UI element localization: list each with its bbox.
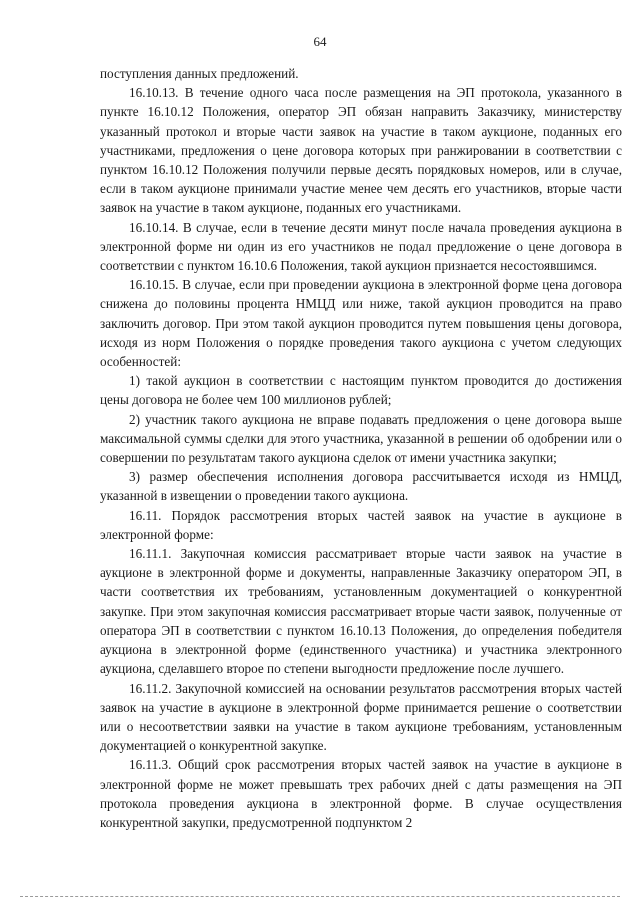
list-item-2: 2) участник такого аукциона не вправе подавать предложения о цене договора выше максимальной суммы сделки для этого участника, указанной в решении об одобрении или о совершении по результатам такого аукциона сделок от имени участника закупки; <box>100 411 622 466</box>
footer-divider <box>20 896 620 897</box>
paragraph-16-10-15: 16.10.15. В случае, если при проведении аукциона в электронной форме цена договора снижена до половины процента НМЦД или ниже, такой аукцион проводится на право заключить договор. При этом такой аукцион проводится путем повышения цены договора, исходя из норм Положения о порядке проведения такого аукциона с учетом следующих особенностей: <box>100 277 622 370</box>
list-item-3: 3) размер обеспечения исполнения договора рассчитывается исходя из НМЦД, указанной в извещении о проведении такого аукциона. <box>100 469 622 504</box>
document-body <box>100 64 622 832</box>
paragraph-16-11-1: 16.11.1. Закупочная комиссия рассматривает вторые части заявок на участие в аукционе в электронной форме и документы, направленные Заказчику оператором ЭП, в части соответствия их требованиям, установленным документацией о конкурентной закупке. При этом закупочная комиссия рассматривает вторые части заявок, полученные от оператора ЭП в соответствии с пунктом 16.10.13 Положения, до определения победителя аукциона в электронной форме (единственного участника) и участника электронного аукциона, сделавшего второе по степени выгодности предложение после лучшего. <box>100 546 622 677</box>
list-item-1: 1) такой аукцион в соответствии с настоящим пунктом проводится до достижения цены договора не более чем 100 миллионов рублей; <box>100 373 622 408</box>
page-number: 64 <box>313 34 327 49</box>
paragraph-16-11-2: 16.11.2. Закупочной комиссией на основании результатов рассмотрения вторых частей заявок на участие в аукционе в электронной форме принимается решение о соответствии или о несоответствии заявки на участие в таком аукционе требованиям, установленным документацией о конкурентной закупке. <box>100 680 622 754</box>
paragraph-16-11-3: 16.11.3. Общий срок рассмотрения вторых частей заявок на участие в аукционе в электронной форме не может превышать трех рабочих дней с даты размещения на ЭП протокола проведения аукциона в электронной форме. В случае осуществления конкурентной закупки, предусмотренной подпунктом 2 <box>100 757 622 830</box>
paragraph-16-10-14: 16.10.14. В случае, если в течение десяти минут после начала проведения аукциона в электронной форме ни один из его участников не подал предложение о цене договора в соответствии с пунктом 16.10.6 Положения, такой аукцион признается несостоявшимся. <box>100 219 622 274</box>
paragraph-16-10-13: 16.10.13. В течение одного часа после размещения на ЭП протокола, указанного в пункте 16.10.12 Положения, оператор ЭП обязан направить Заказчику, министерству указанный протокол и вторые части заявок на участие в таком аукционе, поданных его участниками, предложения о цене договора которых при ранжировании в соответствии с пунктом 16.10.12 Положения получили первые десять порядковых номеров, или в случае, если в таком аукционе принимали участие менее чем десять его участников, вторые части заявок на участие в таком аукционе, поданных его участниками. <box>100 85 622 216</box>
paragraph-continuation: поступления данных предложений. <box>100 66 299 81</box>
paragraph-16-11: 16.11. Порядок рассмотрения вторых частей заявок на участие в аукционе в электронной форме: <box>100 507 622 542</box>
